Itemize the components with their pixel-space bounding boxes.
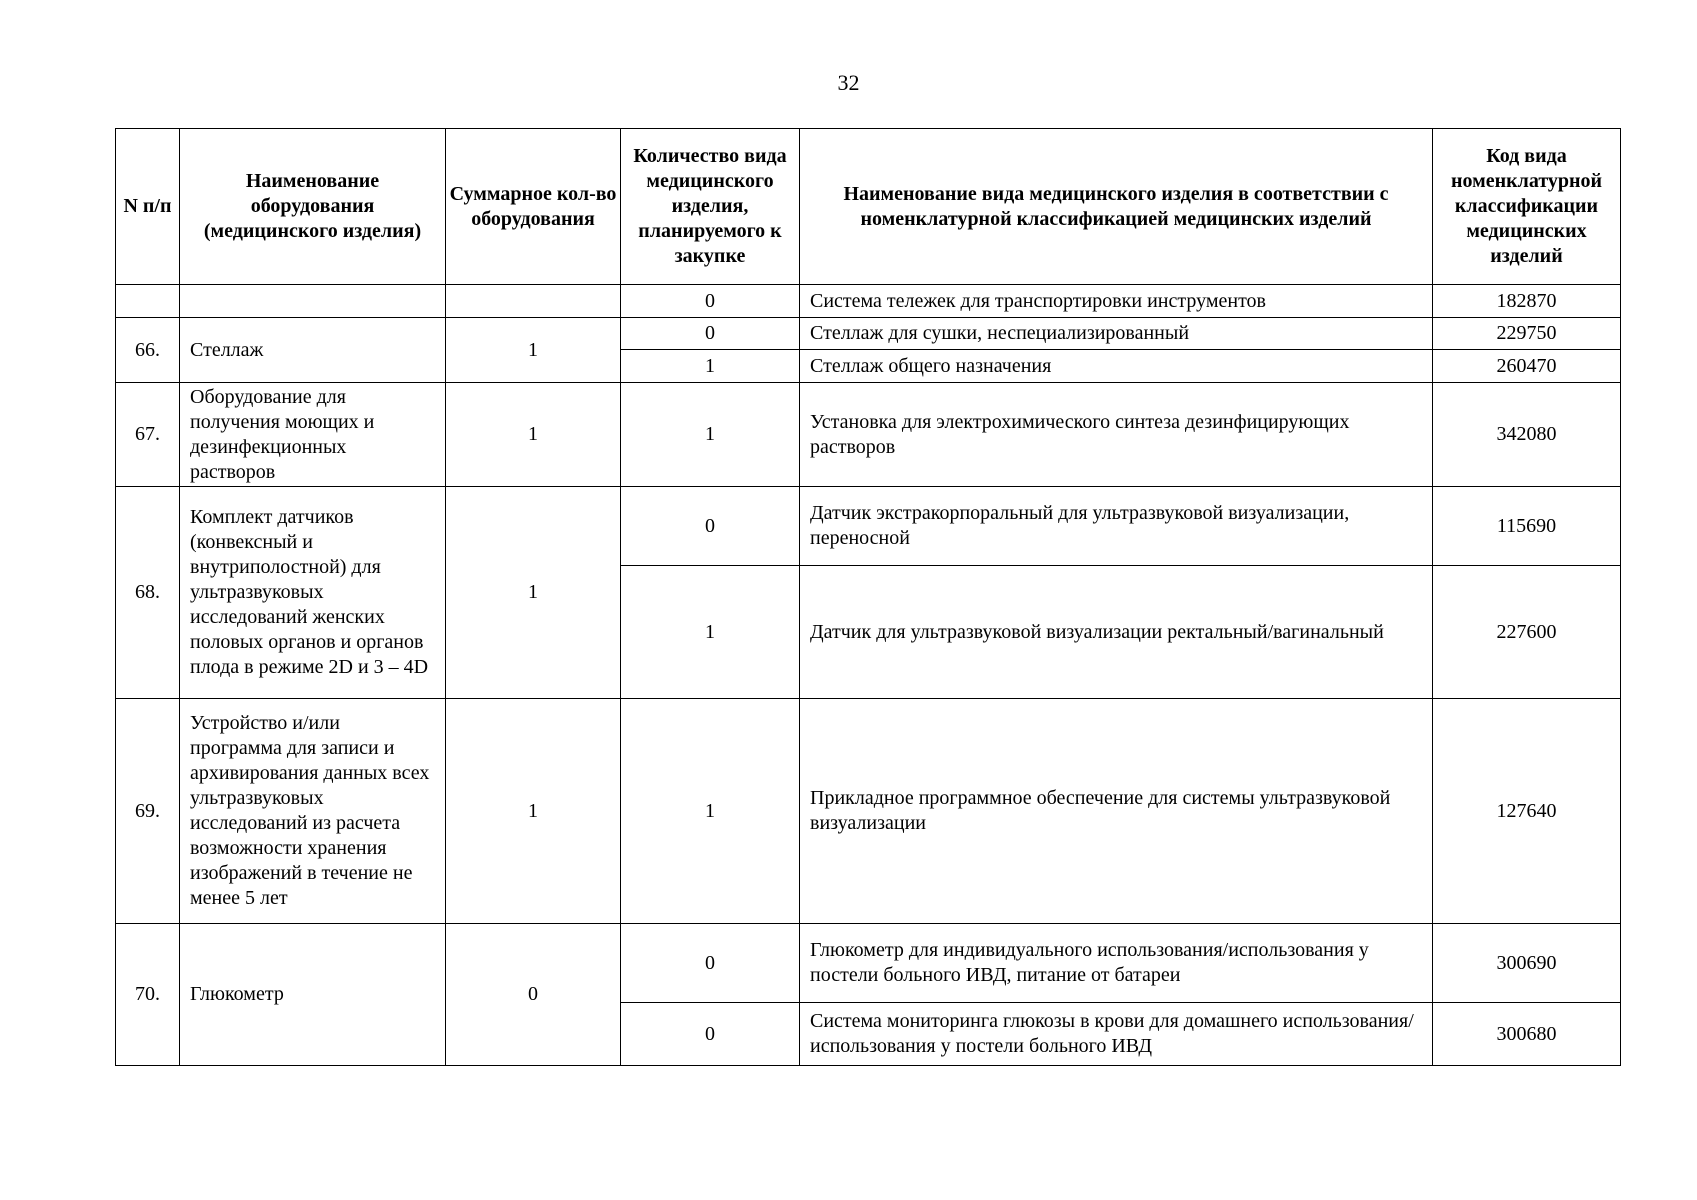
cell-num: 69.: [116, 699, 180, 924]
cell-qty: 0: [621, 1003, 800, 1066]
header-code: Код вида номенклатурной классификации медицинских изделий: [1433, 129, 1621, 285]
header-num: N п/п: [116, 129, 180, 285]
cell-code: 182870: [1433, 285, 1621, 318]
cell-kind: Установка для электрохимического синтеза дезинфицирующих растворов: [800, 383, 1433, 487]
cell-qty: 0: [621, 318, 800, 350]
cell-total: 1: [446, 318, 621, 383]
cell-name: Комплект датчиков (конвексный и внутриполостной) для ультразвуковых исследований женских половых органов и органов плода в режиме 2D и 3 – 4D: [180, 487, 446, 699]
cell-qty: 1: [621, 566, 800, 699]
cell-name: Оборудование для получения моющих и дезинфекционных растворов: [180, 383, 446, 487]
cell-kind: Датчик экстракорпоральный для ультразвуковой визуализации, переносной: [800, 487, 1433, 566]
cell-code: 127640: [1433, 699, 1621, 924]
cell-qty: 1: [621, 699, 800, 924]
cell-name: Глюкометр: [180, 924, 446, 1066]
header-qty: Количество вида медицинского изделия, планируемого к закупке: [621, 129, 800, 285]
cell-code: 342080: [1433, 383, 1621, 487]
cell-kind: Система мониторинга глюкозы в крови для домашнего использования/использования у постели больного ИВД: [800, 1003, 1433, 1066]
cell-code: 227600: [1433, 566, 1621, 699]
cell-name: Устройство и/или программа для записи и архивирования данных всех ультразвуковых исследований из расчета возможности хранения изображений в течение не менее 5 лет: [180, 699, 446, 924]
cell-total: 1: [446, 383, 621, 487]
table-row: [116, 924, 1621, 1003]
table-row: [116, 487, 1621, 566]
cell-num: 68.: [116, 487, 180, 699]
cell-kind: Система тележек для транспортировки инструментов: [800, 285, 1433, 318]
cell-name: Стеллаж: [180, 318, 446, 383]
cell-name: [180, 285, 446, 318]
cell-qty: 0: [621, 924, 800, 1003]
cell-code: 229750: [1433, 318, 1621, 350]
equipment-table: [115, 128, 1621, 1066]
header-name: Наименование оборудования (медицинского изделия): [180, 129, 446, 285]
table-row: [116, 383, 1621, 487]
cell-kind: Прикладное программное обеспечение для системы ультразвуковой визуализации: [800, 699, 1433, 924]
table-row: [116, 318, 1621, 350]
cell-qty: 0: [621, 487, 800, 566]
cell-num: [116, 285, 180, 318]
header-total: Суммарное кол-во оборудования: [446, 129, 621, 285]
cell-qty: 1: [621, 350, 800, 383]
cell-code: 260470: [1433, 350, 1621, 383]
cell-kind: Датчик для ультразвуковой визуализации ректальный/вагинальный: [800, 566, 1433, 699]
header-kind: Наименование вида медицинского изделия в соответствии с номенклатурной классификацией медицинских изделий: [800, 129, 1433, 285]
cell-total: 1: [446, 699, 621, 924]
table-header-row: [116, 129, 1621, 285]
cell-num: 67.: [116, 383, 180, 487]
cell-code: 300690: [1433, 924, 1621, 1003]
page-number: 32: [837, 70, 860, 95]
cell-total: 0: [446, 924, 621, 1066]
cell-num: 66.: [116, 318, 180, 383]
cell-kind: Стеллаж для сушки, неспециализированный: [800, 318, 1433, 350]
table-row: [116, 699, 1621, 924]
cell-qty: 1: [621, 383, 800, 487]
cell-kind: Стеллаж общего назначения: [800, 350, 1433, 383]
cell-qty: 0: [621, 285, 800, 318]
cell-code: 115690: [1433, 487, 1621, 566]
cell-kind: Глюкометр для индивидуального использования/использования у постели больного ИВД, питание от батареи: [800, 924, 1433, 1003]
cell-total: 1: [446, 487, 621, 699]
cell-num: 70.: [116, 924, 180, 1066]
cell-code: 300680: [1433, 1003, 1621, 1066]
cell-total: [446, 285, 621, 318]
table-row: [116, 285, 1621, 318]
